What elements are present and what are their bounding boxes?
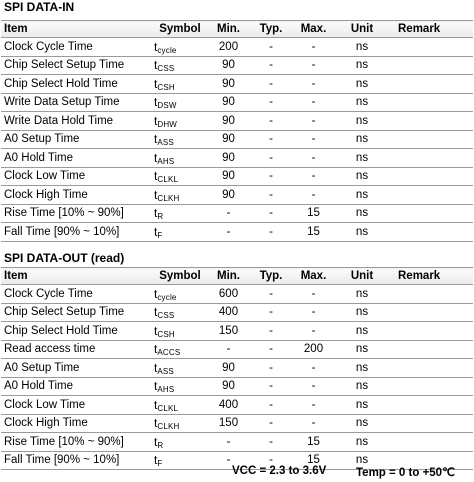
cell-item: Clock Low Time: [1, 167, 154, 186]
cell-min: 90: [206, 93, 251, 112]
symbol-subscript: F: [157, 230, 163, 240]
table-row: [1, 186, 473, 205]
cell-unit: ns: [336, 167, 388, 186]
cell-remark: [388, 322, 473, 341]
column-header-min: Min.: [206, 21, 251, 38]
cell-max: 15: [291, 433, 336, 452]
cell-symbol: [154, 303, 206, 322]
cell-unit: ns: [336, 322, 388, 341]
symbol-t: t: [154, 434, 158, 449]
cell-max: -: [291, 75, 336, 94]
section-title-data-out: SPI DATA-OUT (read): [4, 251, 125, 265]
temp-condition: Temp = 0 to +50℃: [356, 467, 455, 479]
symbol-subscript: cycle: [157, 292, 177, 302]
cell-typ: -: [251, 433, 291, 452]
column-header-typ: Typ.: [251, 21, 291, 38]
symbol-t: t: [154, 360, 158, 375]
cell-min: 150: [206, 322, 251, 341]
cell-symbol: [154, 322, 206, 341]
symbol-t: t: [154, 379, 158, 394]
column-header-remark: Remark: [388, 268, 473, 285]
cell-max: -: [291, 377, 336, 396]
cell-max: -: [291, 186, 336, 205]
cell-remark: [388, 186, 473, 205]
symbol-t: t: [154, 132, 158, 147]
cell-max: -: [291, 285, 336, 304]
table-row: [1, 359, 473, 378]
column-header-symbol: Symbol: [154, 21, 206, 38]
cell-typ: -: [251, 223, 291, 242]
cell-symbol: [154, 93, 206, 112]
cell-item: A0 Hold Time: [1, 149, 154, 168]
cell-typ: -: [251, 56, 291, 75]
cell-item: Clock Cycle Time: [1, 38, 154, 57]
cell-symbol: [154, 130, 206, 149]
cell-symbol: [154, 112, 206, 131]
cell-unit: ns: [336, 451, 388, 470]
column-header-max: Max.: [291, 21, 336, 38]
header-row: [1, 268, 473, 285]
cell-remark: [388, 112, 473, 131]
cell-item: A0 Setup Time: [1, 130, 154, 149]
symbol-t: t: [154, 416, 158, 431]
cell-symbol: [154, 167, 206, 186]
symbol-t: t: [154, 453, 158, 468]
cell-remark: [388, 38, 473, 57]
symbol-subscript: R: [157, 212, 164, 222]
symbol-subscript: CSS: [157, 64, 175, 74]
cell-min: 90: [206, 186, 251, 205]
symbol-subscript: CSH: [157, 82, 175, 92]
cell-remark: [388, 75, 473, 94]
cell-min: 90: [206, 149, 251, 168]
symbol-subscript: CSH: [157, 329, 175, 339]
table-row: [1, 285, 473, 304]
symbol-t: t: [154, 76, 158, 91]
cell-symbol: [154, 75, 206, 94]
vcc-condition: VCC = 2.3 to 3.6V: [232, 465, 327, 477]
cell-unit: ns: [336, 75, 388, 94]
header-row: [1, 21, 473, 38]
cell-max: 200: [291, 340, 336, 359]
cell-max: -: [291, 130, 336, 149]
cell-item: Fall Time [90% ~ 10%]: [1, 451, 154, 470]
cell-symbol: [154, 433, 206, 452]
symbol-subscript: CSS: [157, 311, 175, 321]
symbol-subscript: CLKL: [157, 403, 179, 413]
cell-max: -: [291, 56, 336, 75]
cell-min: -: [206, 433, 251, 452]
cell-item: Write Data Hold Time: [1, 112, 154, 131]
cell-typ: -: [251, 167, 291, 186]
cell-max: -: [291, 38, 336, 57]
column-header-symbol: Symbol: [154, 268, 206, 285]
conditions-footer: [0, 465, 474, 481]
cell-min: 90: [206, 167, 251, 186]
cell-symbol: [154, 204, 206, 223]
symbol-subscript: cycle: [157, 45, 177, 55]
table-row: [1, 340, 473, 359]
table-row: [1, 223, 473, 242]
cell-typ: -: [251, 38, 291, 57]
cell-unit: ns: [336, 130, 388, 149]
cell-unit: ns: [336, 93, 388, 112]
cell-unit: ns: [336, 414, 388, 433]
cell-typ: -: [251, 414, 291, 433]
symbol-subscript: F: [157, 459, 163, 469]
cell-item: A0 Hold Time: [1, 377, 154, 396]
cell-remark: [388, 93, 473, 112]
cell-min: 90: [206, 359, 251, 378]
cell-remark: [388, 396, 473, 415]
table-row: [1, 167, 473, 186]
cell-unit: ns: [336, 149, 388, 168]
cell-item: Clock High Time: [1, 186, 154, 205]
cell-item: Rise Time [10% ~ 90%]: [1, 204, 154, 223]
cell-symbol: [154, 359, 206, 378]
cell-remark: [388, 433, 473, 452]
cell-typ: -: [251, 303, 291, 322]
symbol-subscript: R: [157, 440, 164, 450]
symbol-t: t: [154, 113, 158, 128]
symbol-subscript: CLKH: [157, 193, 180, 203]
cell-typ: -: [251, 149, 291, 168]
cell-min: -: [206, 204, 251, 223]
cell-unit: ns: [336, 359, 388, 378]
table-row: [1, 75, 473, 94]
cell-unit: ns: [336, 56, 388, 75]
symbol-t: t: [154, 224, 158, 239]
cell-symbol: [154, 414, 206, 433]
table-row: [1, 303, 473, 322]
cell-symbol: [154, 56, 206, 75]
cell-typ: -: [251, 285, 291, 304]
symbol-t: t: [154, 342, 158, 357]
cell-min: 200: [206, 38, 251, 57]
symbol-subscript: ACCS: [157, 348, 181, 358]
cell-remark: [388, 377, 473, 396]
cell-remark: [388, 56, 473, 75]
cell-typ: -: [251, 322, 291, 341]
symbol-subscript: AHS: [157, 385, 175, 395]
cell-typ: -: [251, 359, 291, 378]
cell-typ: -: [251, 377, 291, 396]
cell-min: 90: [206, 112, 251, 131]
cell-unit: ns: [336, 186, 388, 205]
cell-max: 15: [291, 223, 336, 242]
cell-item: Read access time: [1, 340, 154, 359]
cell-item: Clock High Time: [1, 414, 154, 433]
symbol-t: t: [154, 150, 158, 165]
table-row: [1, 112, 473, 131]
symbol-t: t: [154, 305, 158, 320]
cell-max: -: [291, 303, 336, 322]
cell-min: 600: [206, 285, 251, 304]
cell-min: 90: [206, 75, 251, 94]
cell-symbol: [154, 377, 206, 396]
cell-max: -: [291, 396, 336, 415]
cell-unit: ns: [336, 433, 388, 452]
cell-remark: [388, 414, 473, 433]
column-header-min: Min.: [206, 268, 251, 285]
cell-symbol: [154, 149, 206, 168]
symbol-subscript: ASS: [157, 138, 174, 148]
cell-remark: [388, 340, 473, 359]
column-header-item: Item: [1, 21, 154, 38]
cell-typ: -: [251, 93, 291, 112]
table-row: [1, 93, 473, 112]
cell-unit: ns: [336, 204, 388, 223]
symbol-subscript: ASS: [157, 366, 174, 376]
cell-unit: ns: [336, 285, 388, 304]
cell-typ: -: [251, 340, 291, 359]
cell-max: 15: [291, 204, 336, 223]
cell-symbol: [154, 285, 206, 304]
symbol-subscript: DHW: [157, 119, 178, 129]
table-row: [1, 149, 473, 168]
cell-typ: -: [251, 75, 291, 94]
cell-unit: ns: [336, 303, 388, 322]
cell-unit: ns: [336, 340, 388, 359]
cell-item: Clock Cycle Time: [1, 285, 154, 304]
table-row: [1, 377, 473, 396]
symbol-t: t: [154, 169, 158, 184]
cell-item: Clock Low Time: [1, 396, 154, 415]
symbol-t: t: [154, 187, 158, 202]
cell-typ: -: [251, 112, 291, 131]
cell-min: -: [206, 340, 251, 359]
cell-remark: [388, 359, 473, 378]
column-header-unit: Unit: [336, 268, 388, 285]
symbol-t: t: [154, 206, 158, 221]
cell-min: 90: [206, 56, 251, 75]
table-row: [1, 56, 473, 75]
symbol-t: t: [154, 39, 158, 54]
column-header-unit: Unit: [336, 21, 388, 38]
cell-remark: [388, 303, 473, 322]
cell-symbol: [154, 340, 206, 359]
cell-max: -: [291, 112, 336, 131]
table-row: [1, 130, 473, 149]
table-row: [1, 396, 473, 415]
cell-item: Chip Select Hold Time: [1, 75, 154, 94]
cell-typ: -: [251, 451, 291, 470]
cell-max: 15: [291, 451, 336, 470]
cell-max: -: [291, 414, 336, 433]
cell-remark: [388, 130, 473, 149]
cell-unit: ns: [336, 223, 388, 242]
symbol-t: t: [154, 323, 158, 338]
spi-data-out-table: [1, 267, 473, 470]
table-row: [1, 38, 473, 57]
cell-symbol: [154, 396, 206, 415]
cell-typ: -: [251, 204, 291, 223]
cell-unit: ns: [336, 396, 388, 415]
cell-min: -: [206, 223, 251, 242]
column-header-item: Item: [1, 268, 154, 285]
cell-max: -: [291, 149, 336, 168]
column-header-typ: Typ.: [251, 268, 291, 285]
cell-typ: -: [251, 186, 291, 205]
cell-remark: [388, 223, 473, 242]
cell-item: A0 Setup Time: [1, 359, 154, 378]
cell-min: 150: [206, 414, 251, 433]
cell-min: 400: [206, 303, 251, 322]
table-row: [1, 322, 473, 341]
cell-typ: -: [251, 130, 291, 149]
table-row: [1, 414, 473, 433]
cell-max: -: [291, 93, 336, 112]
cell-unit: ns: [336, 112, 388, 131]
table-row: [1, 433, 473, 452]
section-title-data-in: SPI DATA-IN: [4, 0, 75, 14]
symbol-t: t: [154, 286, 158, 301]
symbol-subscript: CLKH: [157, 422, 180, 432]
cell-item: Chip Select Setup Time: [1, 303, 154, 322]
cell-remark: [388, 167, 473, 186]
cell-unit: ns: [336, 377, 388, 396]
cell-max: -: [291, 167, 336, 186]
cell-item: Chip Select Hold Time: [1, 322, 154, 341]
cell-item: Write Data Setup Time: [1, 93, 154, 112]
cell-item: Fall Time [90% ~ 10%]: [1, 223, 154, 242]
cell-min: 400: [206, 396, 251, 415]
cell-max: -: [291, 359, 336, 378]
cell-remark: [388, 149, 473, 168]
cell-symbol: [154, 186, 206, 205]
cell-max: -: [291, 322, 336, 341]
cell-min: 90: [206, 377, 251, 396]
table-row: [1, 204, 473, 223]
symbol-subscript: AHS: [157, 156, 175, 166]
cell-remark: [388, 204, 473, 223]
column-header-max: Max.: [291, 268, 336, 285]
symbol-t: t: [154, 58, 158, 73]
cell-symbol: [154, 223, 206, 242]
cell-symbol: [154, 38, 206, 57]
symbol-t: t: [154, 397, 158, 412]
cell-typ: -: [251, 396, 291, 415]
cell-item: Chip Select Setup Time: [1, 56, 154, 75]
cell-min: -: [206, 451, 251, 470]
cell-unit: ns: [336, 38, 388, 57]
symbol-subscript: CLKL: [157, 175, 179, 185]
symbol-t: t: [154, 95, 158, 110]
spi-data-in-table: [1, 20, 473, 242]
cell-remark: [388, 285, 473, 304]
cell-min: 90: [206, 130, 251, 149]
column-header-remark: Remark: [388, 21, 473, 38]
symbol-subscript: DSW: [157, 101, 177, 111]
cell-item: Rise Time [10% ~ 90%]: [1, 433, 154, 452]
